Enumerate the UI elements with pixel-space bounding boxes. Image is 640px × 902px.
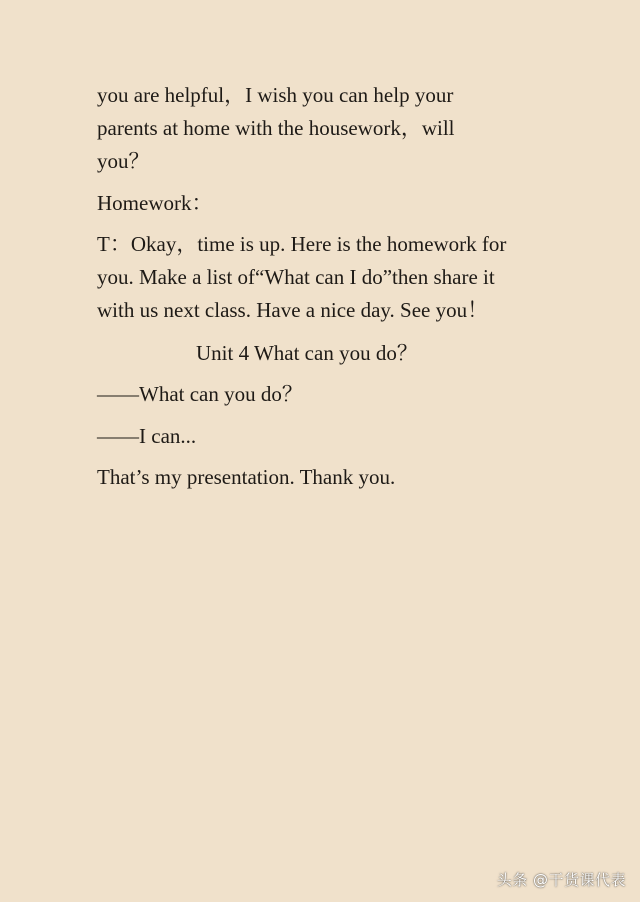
board-title: Unit 4 What can you do？	[196, 341, 418, 365]
watermark: 头条 @干货课代表	[496, 871, 626, 889]
text-line: with us next class. Have a nice day. See you！	[97, 298, 489, 322]
dialogue-question: ——What can you do？	[97, 382, 303, 406]
text-line: T：Okay，time is up. Here is the homework for	[97, 232, 507, 256]
paragraph-homework	[97, 228, 557, 327]
text-line: parents at home with the housework，will	[97, 116, 455, 140]
closing-line: That’s my presentation. Thank you.	[97, 465, 396, 489]
text-line: you. Make a list of“What can I do”then share it	[97, 265, 495, 289]
paragraph-helpful	[97, 79, 557, 178]
homework-heading: Homework：	[97, 191, 213, 215]
dialogue-answer: ——I can...	[97, 424, 197, 448]
text-line: you are helpful，I wish you can help your	[97, 83, 454, 107]
text-line: you？	[97, 149, 150, 173]
